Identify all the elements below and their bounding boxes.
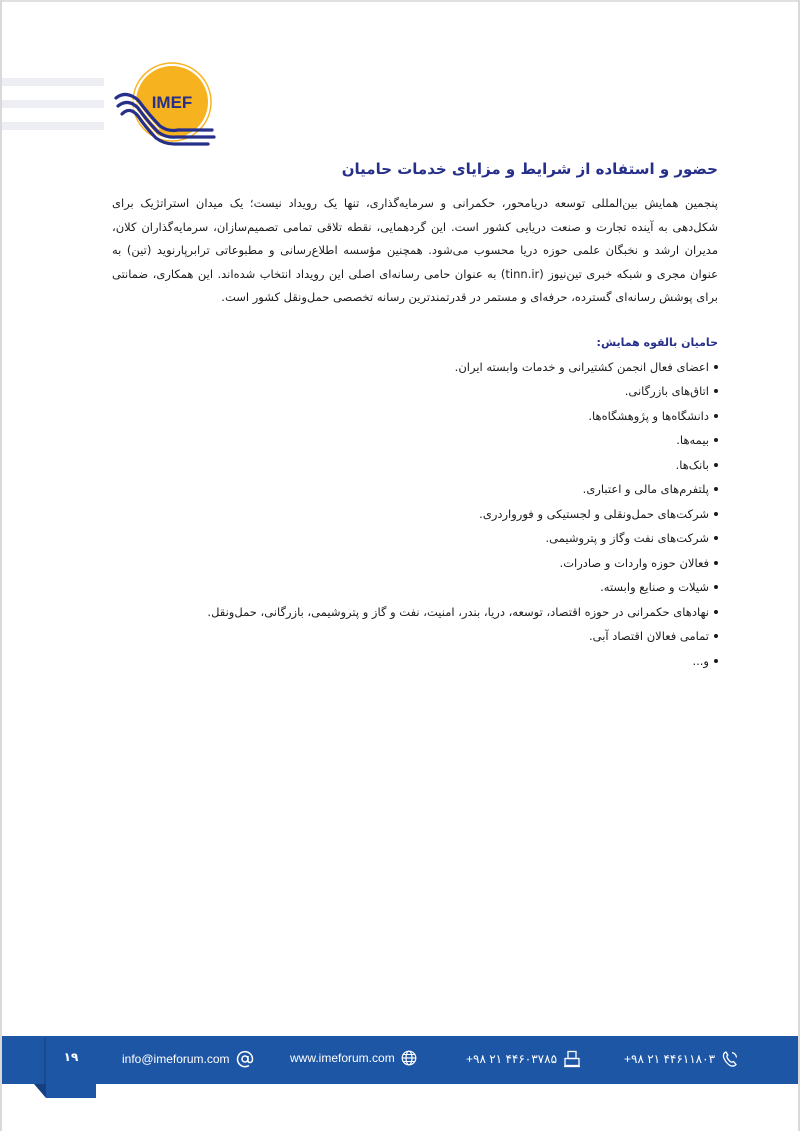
sponsors-list: [112, 355, 718, 674]
bullet-icon: [714, 610, 718, 614]
list-item: [112, 502, 718, 527]
list-item: [112, 551, 718, 576]
list-item-text: تمامی فعالان اقتصاد آبی.: [588, 629, 709, 643]
bullet-icon: [714, 512, 718, 516]
list-item-text: شیلات و صنایع وابسته.: [600, 580, 709, 594]
page-border-top: [0, 0, 800, 2]
page-number: ۱۹: [63, 1050, 79, 1064]
globe-icon: [401, 1050, 417, 1066]
at-sign-icon: [236, 1050, 254, 1068]
bullet-icon: [714, 634, 718, 638]
list-item-text: نهادهای حکمرانی در حوزه اقتصاد، توسعه، دریا، بندر، امنیت، نفت و گاز و پتروشیمی، بازرگانی، حمل‌ونقل.: [207, 604, 709, 619]
footer-phone: [624, 1050, 739, 1068]
list-item: [112, 575, 718, 600]
list-item-text: بانک‌ها.: [675, 457, 709, 472]
website-text[interactable]: www.imeforum.com: [290, 1051, 395, 1065]
list-item-text: پلتفرم‌های مالی و اعتباری.: [582, 482, 709, 496]
sponsors-heading: حامیان بالقوه همایش:: [596, 335, 718, 349]
phone-icon: [721, 1050, 739, 1068]
list-item-text: اعضای فعال انجمن کشتیرانی و خدمات وابسته ایران.: [454, 359, 709, 374]
bullet-icon: [714, 561, 718, 565]
fax-number: +۹۸ ۲۱ ۴۴۶۰۳۷۸۵: [466, 1052, 558, 1066]
list-item: [112, 428, 718, 453]
list-item-text: و...: [692, 653, 709, 668]
list-item: [112, 404, 718, 429]
list-item: [112, 649, 718, 674]
list-item-text: شرکت‌های حمل‌ونقلی و لجستیکی و فورواردری.: [479, 506, 709, 521]
footer-website[interactable]: [290, 1050, 417, 1066]
bullet-icon: [714, 585, 718, 589]
list-item-text: اتاق‌های بازرگانی.: [624, 384, 709, 398]
phone-number: +۹۸ ۲۱ ۴۴۶۱۱۸۰۳: [624, 1052, 716, 1066]
footer-email[interactable]: [122, 1050, 254, 1068]
imef-logo: [112, 60, 218, 150]
bullet-icon: [714, 438, 718, 442]
bullet-icon: [714, 536, 718, 540]
logo-text: IMEF: [151, 93, 193, 112]
list-item-text: شرکت‌های نفت وگاز و پتروشیمی.: [545, 531, 709, 545]
intro-paragraph: پنجمین همایش بین‌المللی توسعه دریامحور، حکمرانی و سرمایه‌گذاری، تنها یک رویداد نیست؛ یک میدان استراتژیک برای شکل‌دهی به آینده تجارت و صنعت دریایی کشور است. این گردهمایی، نقطه تلاقی تمامی تصمیم‌سازان، سرمایه‌گذاران کلان، مدیران ارشد و نخبگان علمی حوزه دریا محسوب می‌شود. همچنین مؤسسه اطلاع‌رسانی و مطبوعاتی ترابرپارنوید (تین) به عنوان مجری و شبکه خبری تین‌نیوز (tinn.ir) به عنوان حامی رسانه‌ای اصلی این رویداد انتخاب شده‌اند. این همکاری، ضمانتی برای پوشش رسانه‌ای گسترده، حرفه‌ای و مستمر در قدرتمندترین رسانه تخصصی حمل‌ونقل کشور است.: [112, 196, 718, 304]
list-item: [112, 379, 718, 404]
bullet-icon: [714, 414, 718, 418]
decorative-line: [2, 122, 104, 130]
bullet-icon: [714, 389, 718, 393]
list-item: [112, 453, 718, 478]
decorative-lines: [2, 78, 104, 144]
list-item: [112, 526, 718, 551]
list-item: [112, 600, 718, 625]
decorative-line: [2, 100, 104, 108]
page-border-left: [0, 0, 2, 1131]
fax-icon: [563, 1050, 581, 1068]
page-number-tab: [46, 1036, 96, 1098]
list-item: [112, 624, 718, 649]
bullet-icon: [714, 659, 718, 663]
list-item: [112, 477, 718, 502]
decorative-line: [2, 78, 104, 86]
page-tab-fold: [34, 1084, 46, 1098]
list-item-text: دانشگاه‌ها و پژوهشگاه‌ها.: [588, 408, 709, 423]
list-item: [112, 355, 718, 380]
footer-fax: [466, 1050, 581, 1068]
list-item-text: بیمه‌ها.: [676, 433, 709, 447]
page-title: حضور و استفاده از شرایط و مزایای خدمات حامیان: [341, 160, 718, 178]
bullet-icon: [714, 365, 718, 369]
bullet-icon: [714, 463, 718, 467]
email-text[interactable]: info@imeforum.com: [122, 1052, 230, 1066]
main-content: [112, 160, 718, 673]
bullet-icon: [714, 487, 718, 491]
list-item-text: فعالان حوزه واردات و صادرات.: [559, 555, 709, 570]
